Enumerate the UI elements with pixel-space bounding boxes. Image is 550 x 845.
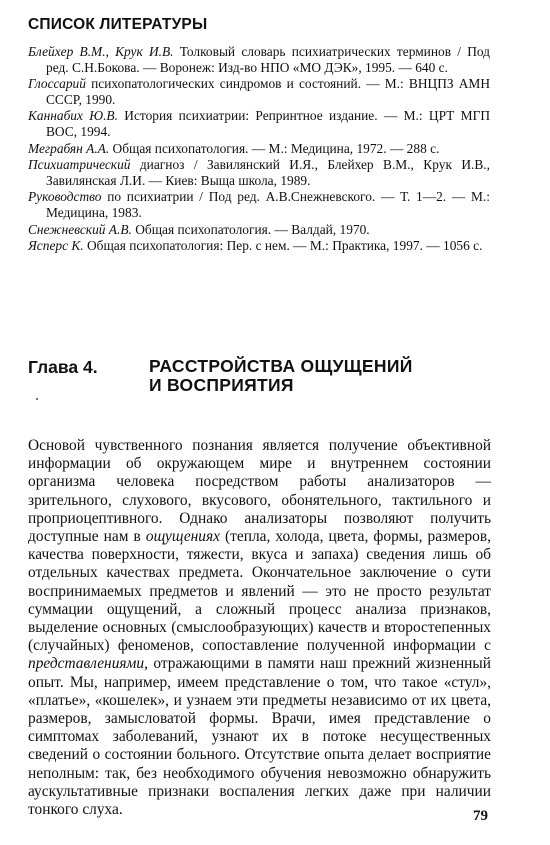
reference-author: Руководство	[28, 189, 102, 205]
reference-text: Общая психопатология: Пер. с нем. — М.: Практика, 1997. — 1056 с.	[83, 238, 483, 254]
reference-text: Общая психопатология. — Валдай, 1970.	[131, 221, 370, 237]
reference-author: Ясперс К.	[28, 238, 84, 254]
reference-text: Толковый словарь психиатрических терминов / Под ред. С.Н.Бокова. — Воронеж: Изд-во НПО «МО ДЭК», 1995. — 640 с.	[46, 44, 490, 75]
reference-item	[28, 189, 490, 220]
chapter-title	[149, 357, 489, 395]
reference-text: Общая психопатология. — М.: Медицина, 1972. — 288 с.	[109, 140, 440, 156]
page-number: 79	[473, 808, 488, 824]
references-list	[28, 44, 490, 255]
reference-item	[28, 76, 490, 107]
print-speck	[36, 398, 38, 400]
reference-author: Снежневский А.В.	[28, 221, 132, 237]
reference-text: психопатологических синдромов и состояний. — М.: ВНЦПЗ АМН СССР, 1990.	[46, 76, 490, 107]
reference-item	[28, 222, 490, 238]
reference-author: Глоссарий	[28, 76, 86, 92]
body-term-sensations: ощущениях	[145, 528, 220, 546]
reference-author: Психиатрический	[28, 157, 131, 173]
reference-text: по психиатрии / Под ред. А.В.Снежневского. — Т. 1—2. — М.: Медицина, 1983.	[46, 189, 490, 220]
reference-author: Блейхер В.М., Крук И.В.	[28, 44, 174, 59]
body-text-segment: Основой чувственного познания является получение объективной информации об окружающем мире и внутреннем состоянии организма человека посредством работы анализаторов — зрительного, слухового, вкусового, обонятельного, тактильного и проприоцептивного. Однако анализаторы позволяют получить доступные нам в	[28, 437, 491, 546]
reference-item	[28, 141, 490, 157]
body-text-segment: (тепла, холода, цвета, формы, размеров, качества поверхности, тяжести, вкуса и запаха) сведения лишь об отдельных качествах предмета. Окончательное заключение о сути воспринимаемых предметов и явлений — это не просто результат суммации ощущений, а сложный процесс анализа признаков, выделение основных (смыслообразующих) качеств и второстепенных (случайных) феноменов, сопоставление полученной информации с	[28, 528, 491, 655]
chapter-title-line: И ВОСПРИЯТИЯ	[149, 375, 294, 395]
reference-text: История психиатрии: Репринтное издание. — М.: ЦРТ МГП ВОС, 1994.	[46, 108, 490, 139]
reference-item	[28, 157, 490, 188]
reference-author: Меграбян А.А.	[28, 140, 110, 156]
reference-item	[28, 44, 490, 75]
reference-item	[28, 238, 490, 254]
body-text-segment: , отражающими в памяти наш прежний жизненный опыт. Мы, например, имеем представление о том, что такое «стул», «платье», «кошелек», и узнаем эти предметы независимо от их цвета, размеров, замысловатой формы. Врачи, имея представление о симптомах заболеваний, узнают их в потоке несущественных сведений о состоянии больного. Отсутствие опыта делает восприятие неполным: так, без необходимого обучения невозможно обнаружить аускультативные признаки воспаления легких даже при наличии тонкого слуха.	[28, 655, 491, 819]
reference-author: Каннабих Ю.В.	[28, 108, 118, 124]
reference-text: диагноз / Завилянский И.Я., Блейхер В.М., Крук И.В., Завилянская Л.И. — Киев: Выща школа, 1989.	[46, 157, 490, 188]
body-term-representations: представлениями	[28, 655, 145, 673]
chapter-number: Глава 4.	[28, 357, 98, 377]
chapter-body-paragraph	[28, 437, 491, 819]
references-heading: СПИСОК ЛИТЕРАТУРЫ	[28, 16, 208, 33]
chapter-title-line: РАССТРОЙСТВА ОЩУЩЕНИЙ	[149, 356, 413, 376]
reference-item	[28, 108, 490, 139]
